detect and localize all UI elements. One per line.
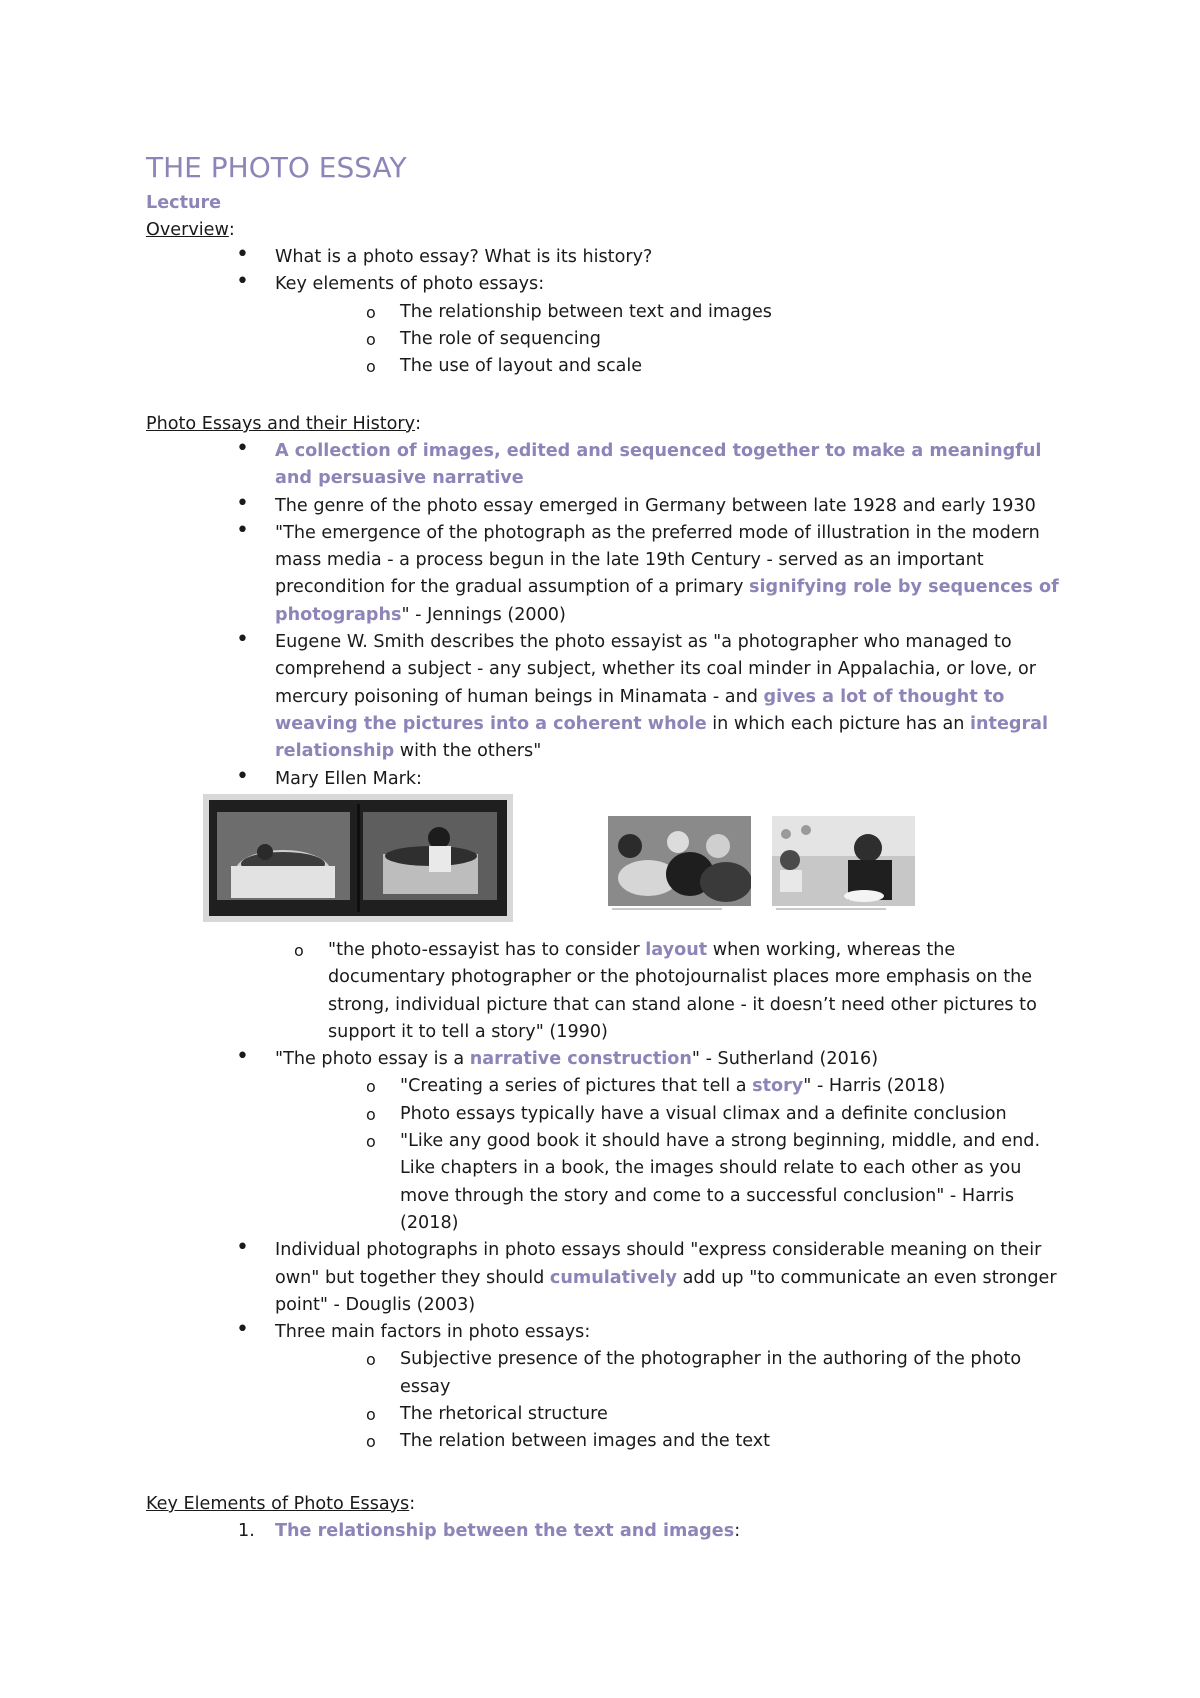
bullet-icon: •	[236, 1317, 249, 1343]
highlight-text: narrative construction	[469, 1049, 692, 1070]
list-item: o "Like any good book it should have a strong beginning, middle, and end. Like chapters in a book, the images should relate to each other as you move through the story and come to a successful conclusion" - Harris (2018)	[146, 1128, 1066, 1237]
circle-bullet-icon: o	[366, 302, 376, 322]
bullet-icon: •	[236, 1235, 249, 1261]
list-number: 1.	[238, 1521, 255, 1541]
circle-bullet-icon: o	[366, 1432, 376, 1452]
history-heading: Photo Essays and their History:	[146, 414, 421, 434]
highlight-text: layout	[645, 940, 708, 960]
photo-family	[772, 816, 915, 914]
history-list	[146, 438, 1066, 793]
list-item: o "Creating a series of pictures that tell a story" - Harris (2018)	[146, 1073, 1066, 1100]
list-item: • "The photo essay is a narrative construction" - Sutherland (2016)	[236, 1044, 879, 1070]
list-item: o The rhetorical structure	[146, 1401, 1066, 1428]
highlight-text: The relationship between the text and images	[275, 1521, 735, 1541]
bullet-icon: •	[236, 490, 249, 516]
circle-bullet-icon: o	[366, 1132, 376, 1152]
highlight-text: gives a lot of thought to weaving the pictures into a coherent whole	[275, 686, 1005, 734]
list-item: • Key elements of photo essays:	[236, 269, 545, 295]
circle-bullet-icon: o	[366, 329, 376, 349]
circle-bullet-icon: o	[366, 1104, 376, 1124]
list-item: o Subjective presence of the photographer in the authoring of the photo essay	[146, 1346, 1066, 1401]
list-item: • "The emergence of the photograph as the preferred mode of illustration in the modern mass media - a process begun in the late 19th Century - served as an important precondition for the gradual assumption of a primary signifying role by sequences of photographs" - Jennings (2000)	[236, 517, 1059, 625]
list-item: o Photo essays typically have a visual climax and a definite conclusion	[146, 1101, 1066, 1128]
highlight-text: signifying role by sequences of photographs	[275, 577, 1059, 625]
list-item: • Mary Ellen Mark:	[236, 763, 422, 789]
history-list-continued	[146, 937, 1066, 1456]
photo-book-spread	[203, 794, 513, 922]
circle-bullet-icon: o	[366, 357, 376, 377]
circle-bullet-icon: o	[294, 941, 304, 960]
highlight-text: integral relationship	[275, 713, 1049, 762]
list-item: o The use of layout and scale	[146, 353, 1066, 380]
circle-bullet-icon: o	[366, 1350, 376, 1370]
bullet-icon: •	[236, 436, 249, 461]
overview-heading: Overview:	[146, 220, 235, 240]
circle-bullet-icon: o	[366, 1405, 376, 1425]
circle-bullet-icon: o	[366, 1077, 376, 1097]
bullet-icon: •	[236, 242, 249, 267]
bullet-icon: •	[236, 517, 249, 543]
overview-list	[146, 244, 1066, 380]
list-item: 1. The relationship between the text and images:	[146, 1518, 1066, 1545]
list-item: • Three main factors in photo essays:	[236, 1317, 591, 1343]
bullet-icon: •	[236, 1044, 249, 1070]
list-item: o The role of sequencing	[146, 326, 1066, 353]
book-spread-image	[203, 794, 513, 922]
bullet-icon: •	[236, 763, 249, 789]
list-item: o "the photo-essayist has to consider layout when working, whereas the documentary photographer or the photojournalist places more emphasis on the strong, individual picture that can stand alone - it doesn’t need other pictures to support it to tell a story" (1990)	[146, 937, 1066, 1046]
group-photo-image	[608, 816, 751, 914]
list-item: o The relationship between text and images	[146, 299, 1066, 326]
key-elements-heading: Key Elements of Photo Essays:	[146, 1494, 416, 1514]
document-title: THE PHOTO ESSAY	[146, 151, 407, 184]
bullet-icon: •	[236, 627, 249, 653]
list-item	[146, 438, 1066, 493]
document-subtitle: Lecture	[146, 193, 222, 213]
list-item: • The genre of the photo essay emerged in Germany between late 1928 and early 1930	[236, 490, 1036, 516]
list-item: • Individual photographs in photo essays should "express considerable meaning on their own" but together they should cumulatively add up "to communicate an even stronger point" - Douglis (2003)	[236, 1235, 1057, 1315]
highlight-text: A collection of images, edited and sequenced together to make a meaningful and persuasive narrative	[275, 441, 1042, 489]
highlight-text: cumulatively	[549, 1267, 677, 1288]
photo-group	[608, 816, 751, 914]
family-photo-image	[772, 816, 915, 914]
bullet-icon: •	[236, 269, 249, 295]
key-elements-list	[146, 1518, 1066, 1545]
list-item: • What is a photo essay? What is its history?	[236, 242, 653, 267]
highlight-text: story	[752, 1076, 804, 1097]
list-item: • Eugene W. Smith describes the photo essayist as "a photographer who managed to comprehend a subject - any subject, whether its coal minder in Appalachia, or love, or mercury poisoning of human beings in Minamata - and gives a lot of thought to weaving the pictures into a coherent whole in which each picture has an integral relationship with the others"	[236, 627, 1049, 762]
list-item: o The relation between images and the text	[146, 1428, 1066, 1455]
